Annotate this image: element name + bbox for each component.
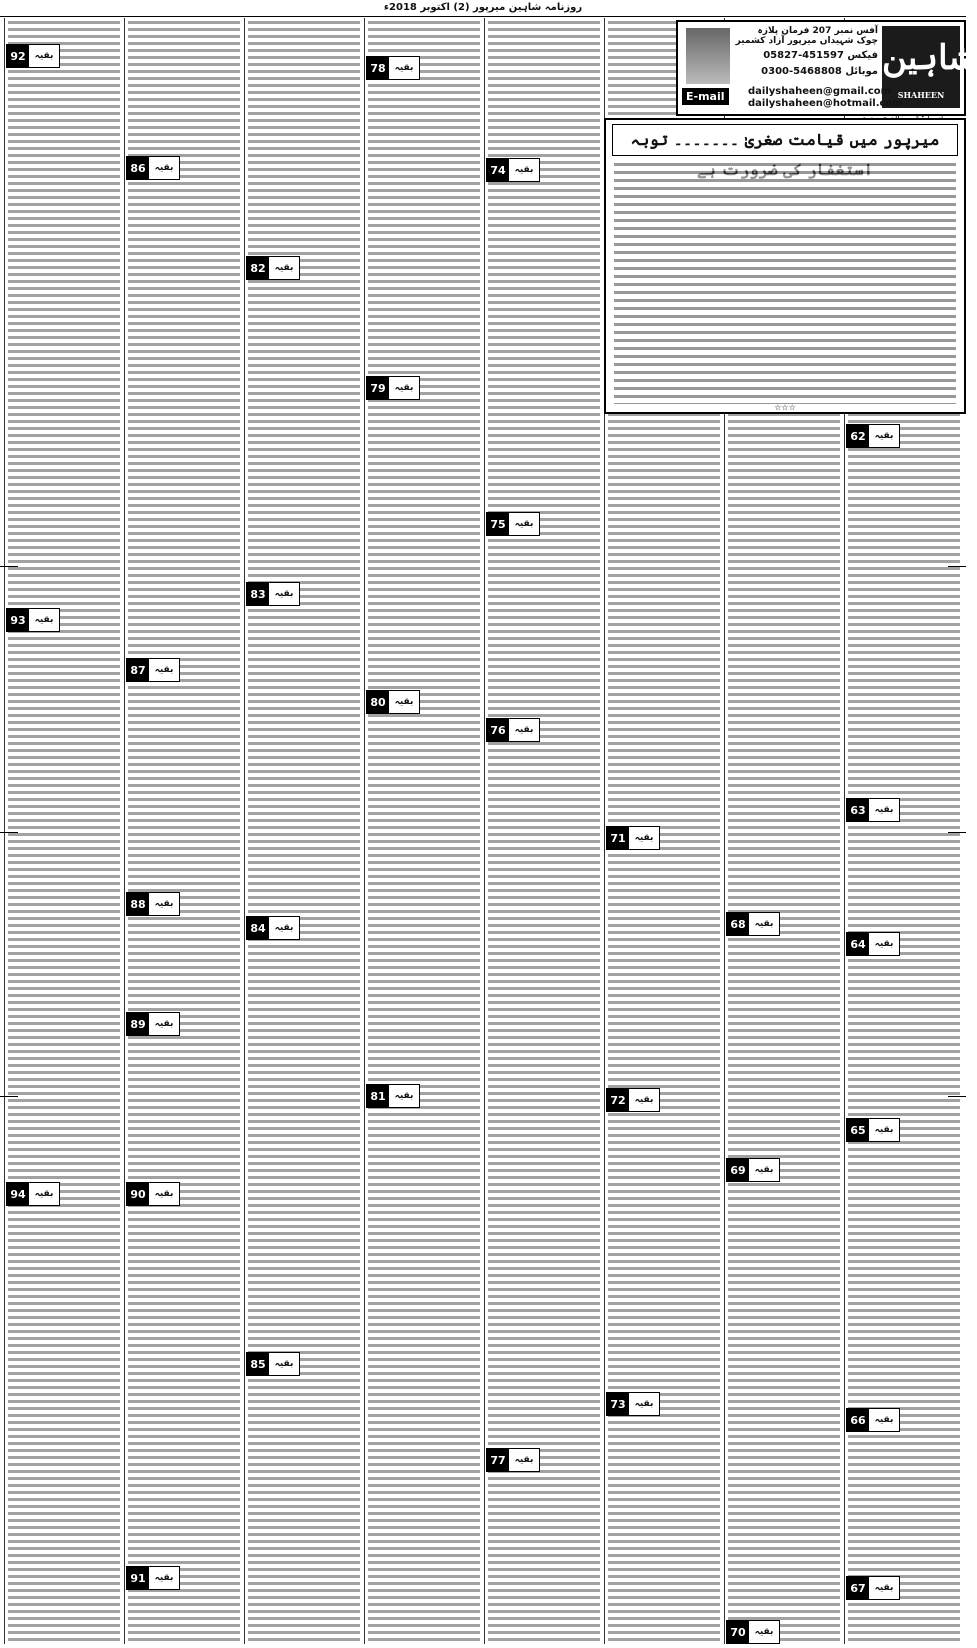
editorial-stars: ☆☆☆ — [774, 403, 796, 412]
editorial-box — [604, 118, 966, 414]
email-addresses — [748, 86, 903, 110]
editorial-title: میرپور میں قیامت صغریٰ ۔۔۔۔۔۔۔ توبہ — [612, 124, 958, 156]
fax-line: 05827-451597 فیکس — [763, 50, 878, 61]
continuation-tag: 89 بقیہ — [126, 1012, 180, 1036]
continuation-tag: 83 بقیہ — [246, 582, 300, 606]
continuation-tag: 80 بقیہ — [366, 690, 420, 714]
continuation-tag: 82 بقیہ — [246, 256, 300, 280]
continuation-tag: 71 بقیہ — [606, 826, 660, 850]
column-2 — [124, 18, 243, 1644]
column-5 — [484, 18, 603, 1644]
email-1[interactable]: dailyshaheen@gmail.com — [748, 86, 892, 97]
continuation-tag: 85 بقیہ — [246, 1352, 300, 1376]
continuation-tag: 67 بقیہ — [846, 1576, 900, 1600]
continuation-tag: 76 بقیہ — [486, 718, 540, 742]
fold-mark — [0, 832, 18, 833]
continuation-tag: 68 بقیہ — [726, 912, 780, 936]
continuation-tag: 75 بقیہ — [486, 512, 540, 536]
continuation-tag: 81 بقیہ — [366, 1084, 420, 1108]
continuation-tag: 63 بقیہ — [846, 798, 900, 822]
continuation-tag: 64 بقیہ — [846, 932, 900, 956]
fold-mark — [0, 1096, 18, 1097]
masthead-photo — [686, 28, 730, 84]
fold-mark — [948, 832, 966, 833]
continuation-tag: 94 بقیہ — [6, 1182, 60, 1206]
continuation-tag: 70 بقیہ — [726, 1620, 780, 1644]
continuation-tag: 65 بقیہ — [846, 1118, 900, 1142]
continuation-tag: 73 بقیہ — [606, 1392, 660, 1416]
column-1 — [4, 18, 123, 1644]
continuation-tag: 62 بقیہ — [846, 424, 900, 448]
continuation-tag: 72 بقیہ — [606, 1088, 660, 1112]
email-2[interactable]: dailyshaheen@hotmail.com — [748, 98, 903, 109]
continuation-tag: 92 بقیہ — [6, 44, 60, 68]
continuation-tag: 86 بقیہ — [126, 156, 180, 180]
continuation-tag: 77 بقیہ — [486, 1448, 540, 1472]
dateline: روزنامہ شاہین میرپور (2) اکتوبر 2018ء — [0, 0, 966, 17]
continuation-tag: 84 بقیہ — [246, 916, 300, 940]
continuation-tag: 66 بقیہ — [846, 1408, 900, 1432]
masthead — [676, 20, 977, 116]
continuation-tag: 79 بقیہ — [366, 376, 420, 400]
continuation-tag: 74 بقیہ — [486, 158, 540, 182]
continuation-tag: 91 بقیہ — [126, 1566, 180, 1590]
continuation-tag: 90 بقیہ — [126, 1182, 180, 1206]
continuation-tag: 87 بقیہ — [126, 658, 180, 682]
editorial-text — [614, 160, 956, 404]
continuation-tag: 88 بقیہ — [126, 892, 180, 916]
continuation-tag: 78 بقیہ — [366, 56, 420, 80]
fold-mark — [0, 566, 18, 567]
continuation-tag: 69 بقیہ — [726, 1158, 780, 1182]
fold-mark — [948, 1096, 966, 1097]
mobile-line: 0300-5468808 موبائل — [761, 66, 878, 77]
column-4 — [364, 18, 483, 1644]
fold-mark — [948, 566, 966, 567]
continuation-tag: 93 بقیہ — [6, 608, 60, 632]
office-address: آفس نمبر 207 فرمان پلازہ چوک شہیداں میرپور آزاد کشمیر — [735, 26, 878, 46]
email-label: E-mail — [682, 88, 729, 105]
newspaper-logo: شاہین SHAHEEN — [882, 26, 960, 108]
